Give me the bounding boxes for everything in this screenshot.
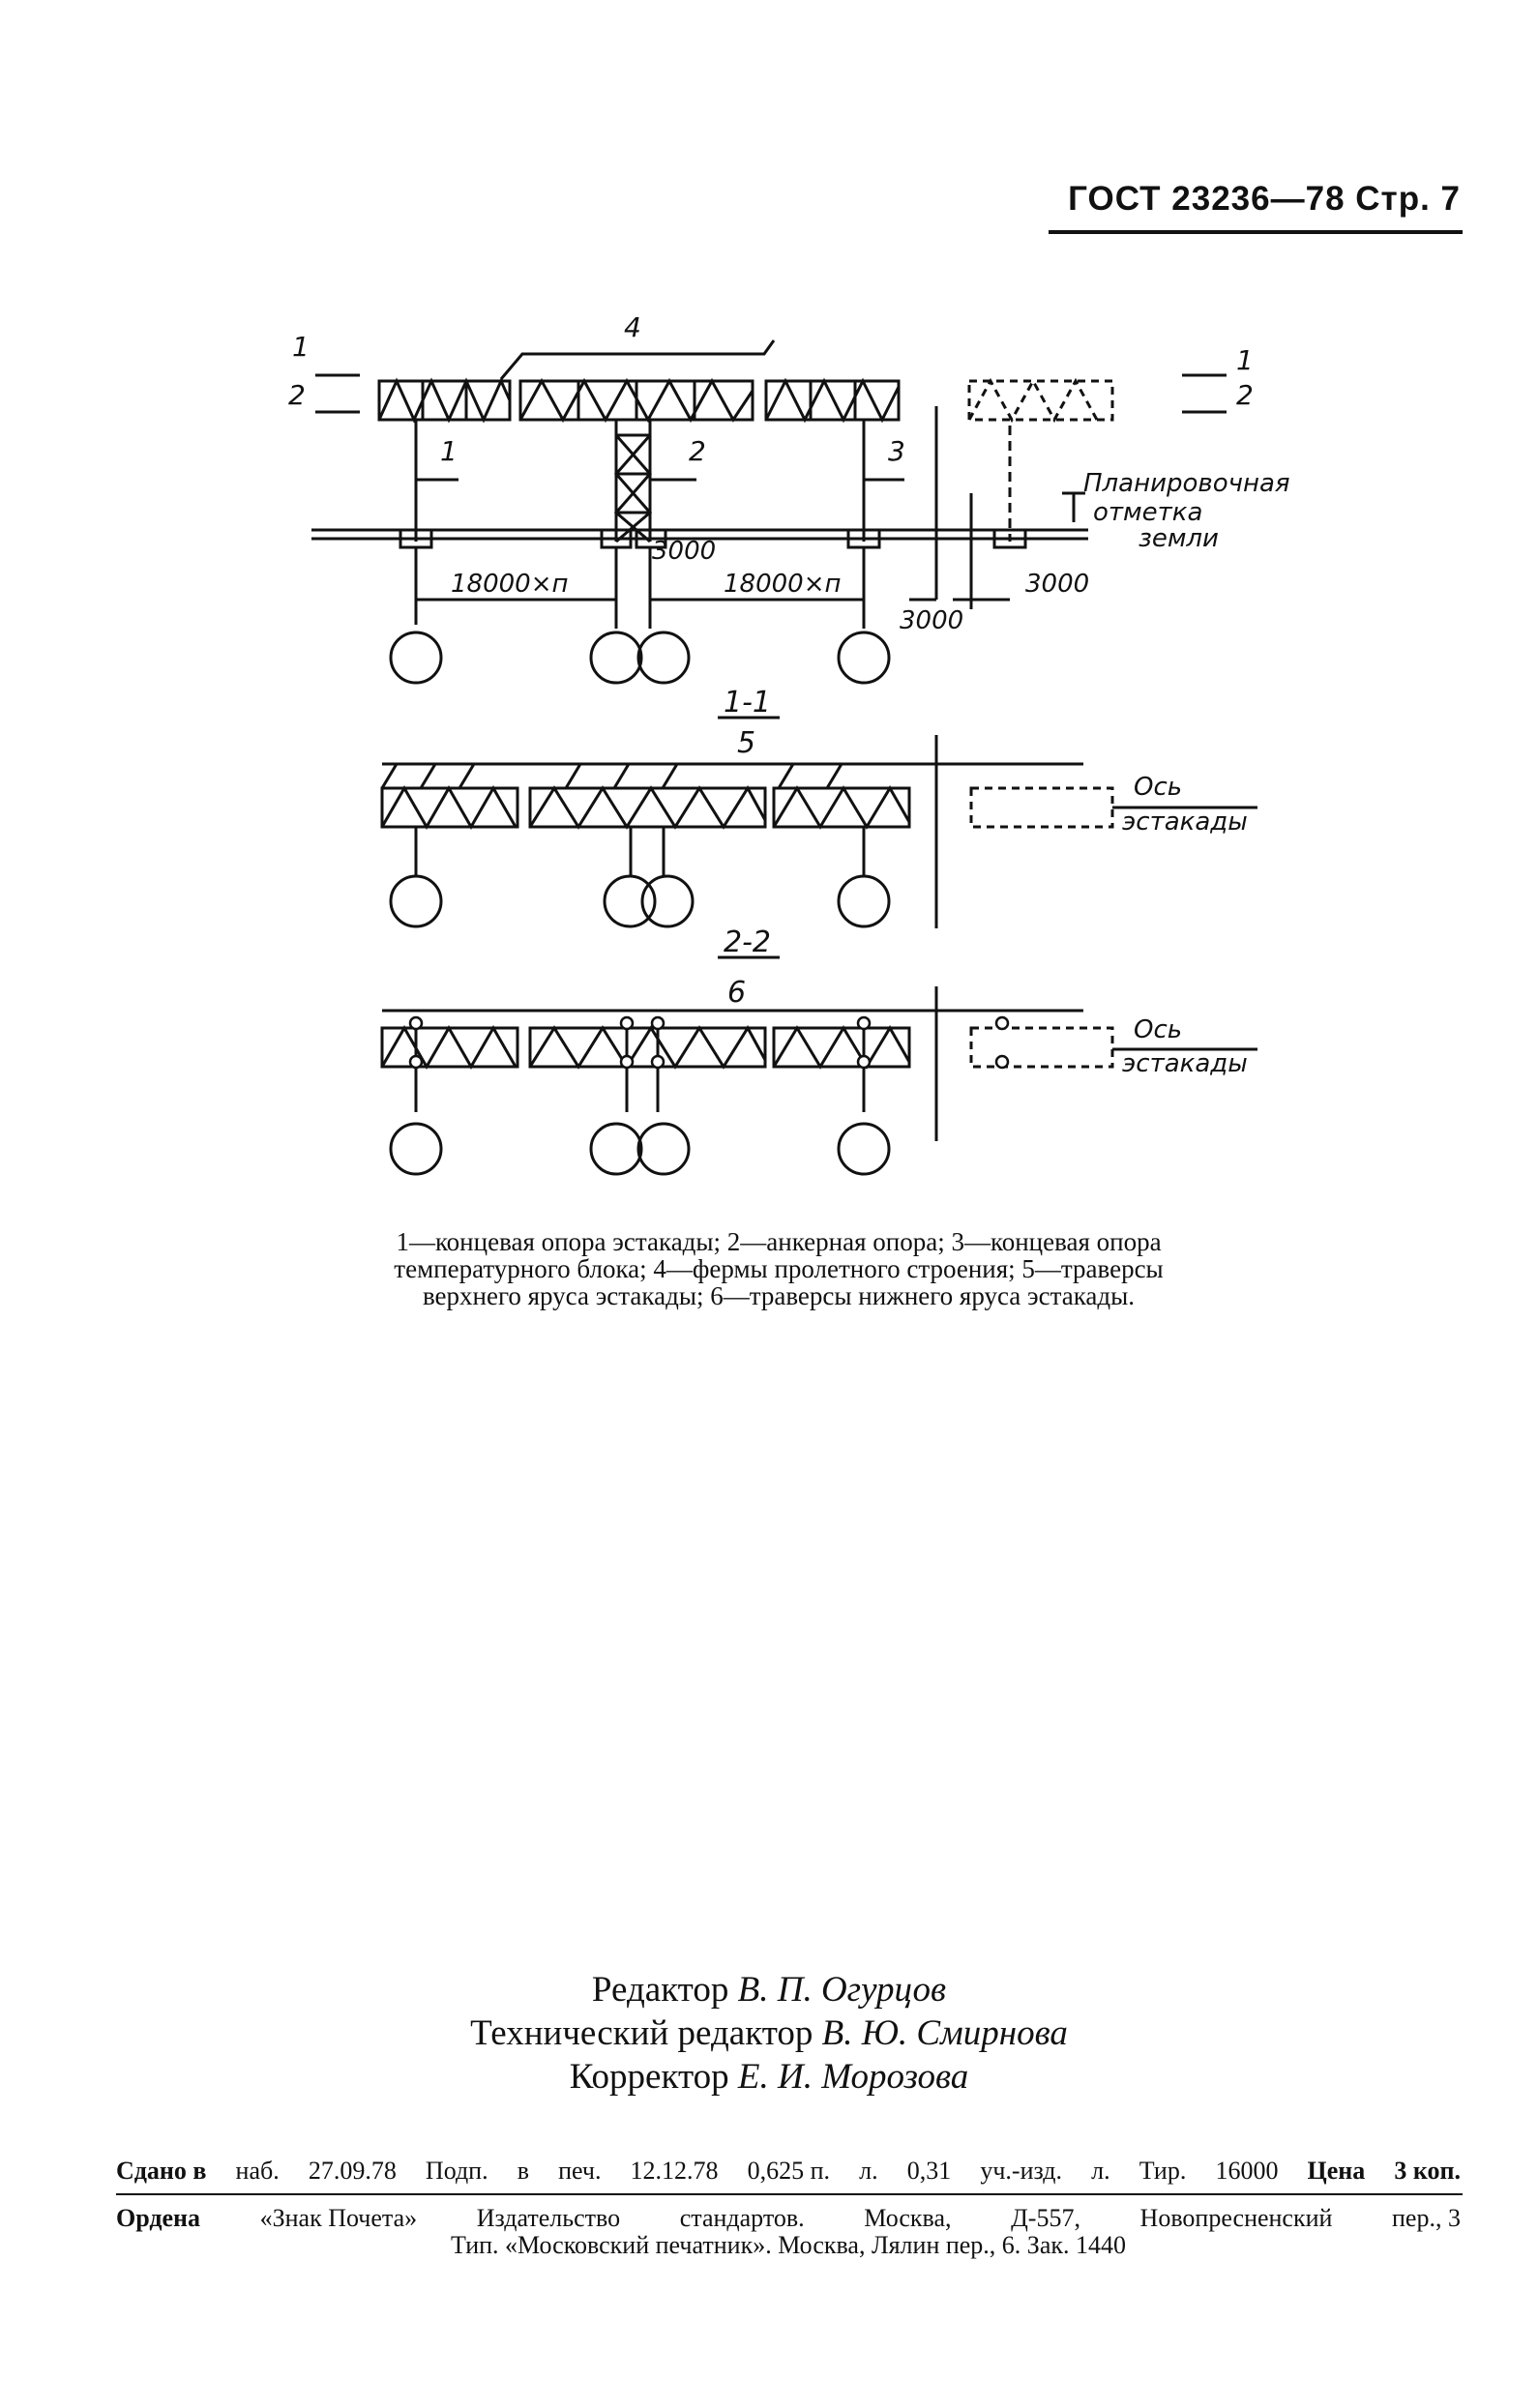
label-2: 2: [689, 435, 706, 467]
publisher-line-2: Тип. «Московский печатник». Москва, Лялин пер., 6. Зак. 1440: [450, 2231, 1127, 2259]
dimension-18000n-b: 18000×п: [724, 570, 842, 599]
publisher-part: Издательство: [476, 2204, 621, 2232]
imprint-part: Сдано в: [116, 2157, 207, 2185]
publisher-part: Москва,: [864, 2204, 952, 2232]
caption-line: 1—концевая опора эстакады; 2—анкерная опора; 3—концевая опора: [396, 1227, 1162, 1256]
publisher-info: [116, 2205, 1461, 2259]
label-4: 4: [624, 311, 641, 343]
imprint-part: в: [517, 2157, 529, 2185]
dimension-3000-c: 3000: [1025, 570, 1090, 599]
tech-editor-row: [0, 2012, 1538, 2055]
label-section-1-left: 1: [292, 331, 310, 363]
figure-caption: [281, 1228, 1277, 1309]
publisher-part: стандартов.: [679, 2204, 805, 2232]
axis-label-1b: эстакады: [1122, 808, 1248, 837]
axis-label-2a: Ось: [1134, 1015, 1183, 1044]
axis-label-2b: эстакады: [1122, 1049, 1248, 1078]
page-number: Стр. 7: [1355, 180, 1461, 218]
imprint-part: 12.12.78: [630, 2157, 719, 2185]
publisher-part: Ордена: [116, 2204, 201, 2232]
tech-editor-name: В. Ю. Смирнова: [821, 2013, 1068, 2053]
publisher-part: «Знак Почета»: [259, 2204, 418, 2232]
editor-row: [0, 1968, 1538, 2012]
imprint-part: Подп.: [425, 2157, 488, 2185]
publisher-part: Д-557,: [1011, 2204, 1080, 2232]
caption-line: температурного блока; 4—фермы пролетного строения; 5—траверсы: [394, 1254, 1164, 1283]
dimension-3000-a: 3000: [652, 537, 717, 566]
editor-role: Редактор: [591, 1970, 729, 2010]
label-3: 3: [888, 435, 905, 467]
dimension-18000n-a: 18000×п: [451, 570, 569, 599]
caption-line: верхнего яруса эстакады; 6—траверсы нижнего яруса эстакады.: [422, 1281, 1136, 1310]
proofreader-role: Корректор: [569, 2057, 729, 2097]
imprint-part: Тир.: [1139, 2157, 1187, 2185]
imprint-part: 3 коп.: [1394, 2157, 1461, 2185]
imprint-part: 27.09.78: [308, 2157, 397, 2185]
imprint-part: л.: [1091, 2157, 1110, 2185]
axis-label-1a: Ось: [1134, 773, 1183, 802]
imprint-part: Цена: [1307, 2157, 1366, 2185]
imprint-part: печ.: [558, 2157, 602, 2185]
ground-label-3: земли: [1139, 524, 1219, 553]
imprint-divider: [116, 2193, 1463, 2195]
imprint-part: уч.-изд.: [980, 2157, 1063, 2185]
section-1-1-number: 5: [737, 726, 756, 760]
label-section-1-right: 1: [1236, 344, 1254, 376]
publisher-part: пер., 3: [1392, 2204, 1461, 2232]
section-1-1-title: 1-1: [724, 686, 771, 719]
publisher-line-1: [116, 2205, 1461, 2232]
imprint-part: л.: [859, 2157, 878, 2185]
section-2-2-number: 6: [727, 976, 747, 1010]
editor-name: В. П. Огурцов: [737, 1970, 947, 2010]
ground-label-1: Планировочная: [1083, 469, 1290, 498]
dimension-3000-b: 3000: [900, 606, 964, 635]
imprint-part: 16000: [1215, 2157, 1279, 2185]
imprint-part: наб.: [235, 2157, 280, 2185]
label-1: 1: [440, 435, 458, 467]
label-section-2-left: 2: [288, 379, 306, 411]
imprint-part: 0,625 п.: [747, 2157, 831, 2185]
section-2-2-title: 2-2: [724, 925, 771, 959]
standard-number: ГОСТ 23236—78: [1068, 180, 1346, 218]
proofreader-name: Е. И. Морозова: [737, 2057, 969, 2097]
tech-editor-role: Технический редактор: [470, 2013, 813, 2053]
imprint-part: 0,31: [906, 2157, 952, 2185]
ground-label-2: отметка: [1093, 498, 1203, 527]
label-section-2-right: 2: [1236, 379, 1254, 411]
publisher-part: Новопресненский: [1139, 2204, 1333, 2232]
credits: [0, 1968, 1538, 2099]
proofreader-row: [0, 2055, 1538, 2099]
print-imprint: [116, 2157, 1461, 2186]
